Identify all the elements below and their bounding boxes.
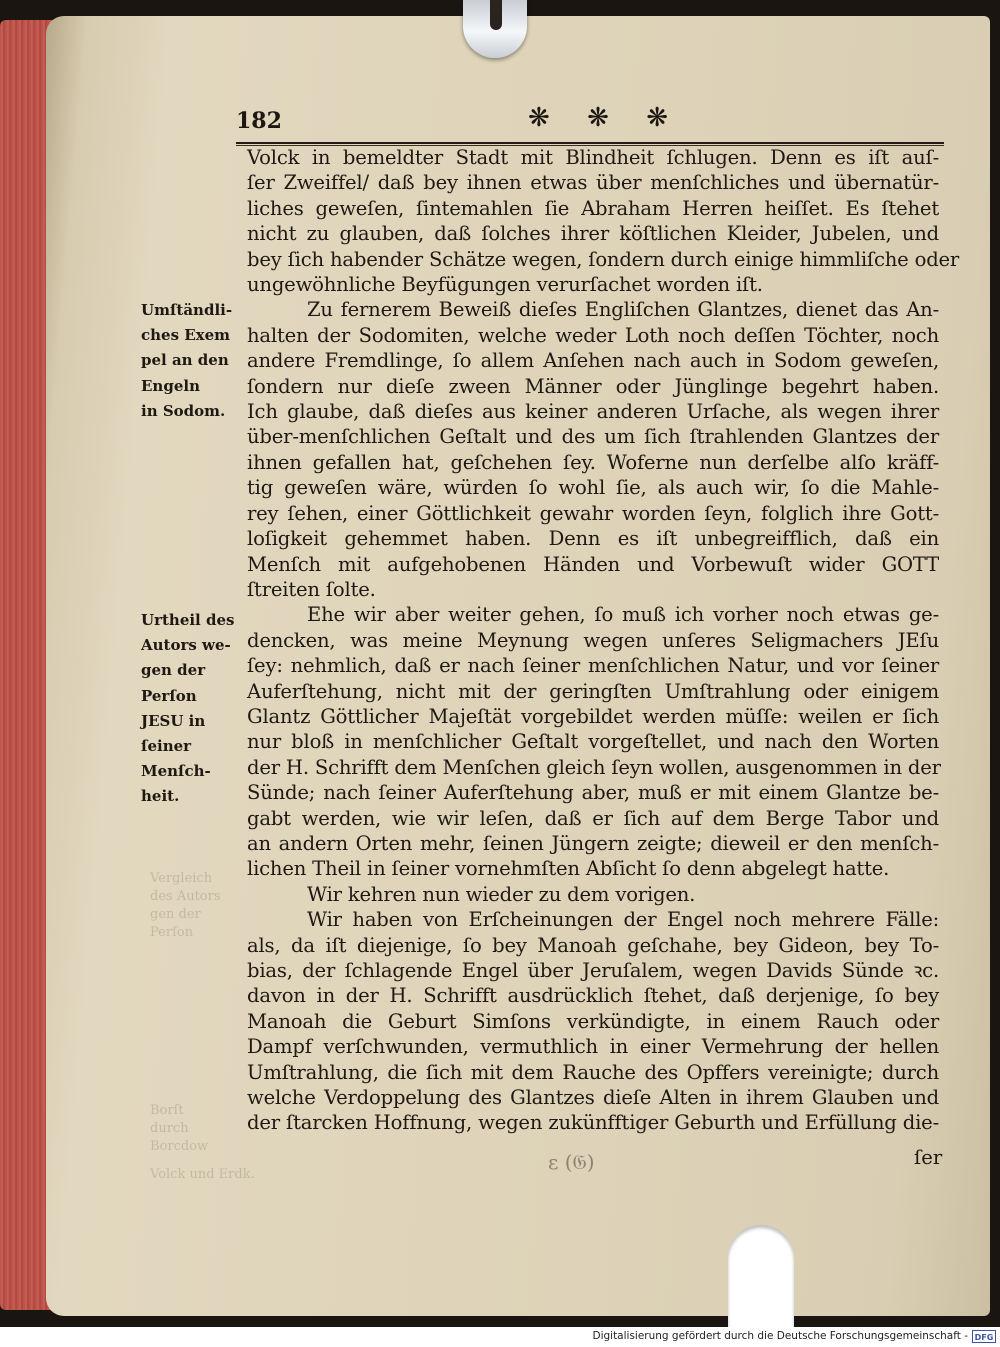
text-line: Volck in bemeldter Stadt mit Blindheit ſchlugen. Denn es iſt auſ-: [247, 146, 939, 169]
text-line: davon in der H. Schrifft ausdrücklich ſtehet, daß derjenige, ſo bey: [247, 984, 939, 1008]
marginal-line: in Sodom.: [141, 401, 226, 420]
text-line: ungewöhnliche Beyfügungen verurſachet worden iſt.: [247, 273, 763, 297]
footer-credit: Digitalisierung gefördert durch die Deutsche Forschungsgemeinschaft -: [592, 1330, 968, 1342]
text-line: andere Fremdlinge, ſo allem Anſehen nach auch in Sodom geweſen,: [247, 349, 939, 373]
ghost-line: des Autors: [150, 889, 221, 904]
marginal-line: Umſtändli-: [141, 301, 233, 319]
text-line: Wir kehren nun wieder zu dem vorigen.: [307, 882, 696, 906]
text-line: welche Verdoppelung des Glantzes dieſe Alten in ihrem Glauben und: [247, 1086, 939, 1110]
text-line: ſer Zweiffel/ daß bey ihnen etwas über menſchliches und übernatür-: [247, 171, 939, 195]
text-line: als, da iſt diejenige, ſo bey Manoah geſchahe, bey Gideon, bey To-: [247, 933, 939, 957]
marginal-line: pel an den: [141, 351, 229, 370]
ghost-line: gen der: [150, 907, 201, 922]
marginal-line: Autors we-: [141, 636, 231, 655]
ornament-icon: ❋: [587, 103, 609, 133]
text-line: ſondern nur dieſe zween Männer oder Jünglinge begehrt haben.: [247, 374, 939, 398]
marginal-line: gen der: [141, 661, 206, 680]
ghost-line: Perſon: [150, 925, 194, 940]
text-line: über-menſchlichen Geſtalt und des um ſich ſtrahlenden Glantzes der: [247, 425, 939, 449]
marginal-line: ſeiner: [141, 737, 192, 756]
text-line: Auferſtehung, nicht mit der geringſten Umſtrahlung oder einigem: [247, 679, 939, 703]
marginal-line: heit.: [141, 787, 180, 806]
text-line: tig geweſen wäre, würden ſo wohl ſie, als auch wir, ſo die Mahle-: [247, 476, 939, 500]
ghost-line: Vergleich: [150, 871, 213, 886]
ghost-line: Volck und Erdk.: [150, 1167, 255, 1182]
text-line: gabt werden, wie wir leſen, daß er ſich auf dem Berge Tabor und: [247, 806, 939, 830]
text-line: ſtreiten ſolte.: [247, 577, 376, 601]
ornament-icon: ❋: [646, 103, 668, 133]
text-line: Ich glaube, daß dieſes aus keiner anderen Urſache, als wegen ihrer: [247, 400, 939, 424]
text-line: halten der Sodomiten, welche weder Loth noch deſſen Töchter, noch: [247, 323, 939, 347]
text-line: Sünde; nach ſeiner Auferſtehung aber, muß er mit einem Glantze be-: [247, 781, 939, 805]
header-rule: [236, 142, 944, 144]
text-line: an andern Orten mehr, ſeinen Jüngern zeigte; dieweil er den menſch-: [247, 831, 939, 855]
marginal-line: Urtheil des: [141, 611, 235, 629]
text-line: ſey: nehmlich, daß er nach ſeiner menſchlichen Natur, und vor ſeiner: [247, 654, 939, 678]
text-line: Umſtrahlung, die ſich mit dem Rauche des Opffers vereinigte; durch: [247, 1060, 939, 1084]
text-line: Menſch mit aufgehobenen Händen und Vorbewuſt wider GOTT: [247, 552, 939, 576]
ghost-line: durch: [150, 1121, 189, 1136]
header-ornaments: [528, 103, 668, 133]
signature-mark: ε (𝔊): [548, 1150, 595, 1174]
text-line: dencken, was meine Meynung wegen unſeres Seligmachers JEſu: [247, 628, 939, 652]
text-line: lichen Theil in ſeiner vornehmſten Abſicht ſo denn abgelegt hatte.: [247, 857, 890, 881]
text-line: der H. Schrifft dem Menſchen gleich ſeyn wollen, ausgenommen in der: [247, 755, 941, 779]
footer-bar: [0, 1327, 1000, 1347]
text-line: der ſtarcken Hoffnung, wegen zukünfftiger Geburth und Erfüllung die-: [247, 1111, 939, 1135]
text-line: Glantz Göttlicher Majeſtät vorgebildet werden müſſe: weilen er ſich: [247, 704, 939, 728]
text-line: rey ſehen, einer Göttlichkeit gewahr worden ſeyn, folglich ihre Gott-: [247, 501, 939, 525]
text-line: bias, der ſchlagende Engel über Jeruſalem, wegen Davids Sünde ꝛc.: [247, 959, 939, 982]
text-line: bey ſich habender Schätze wegen, ſondern durch einige himmliſche oder: [247, 247, 960, 271]
text-line: Ehe wir aber weiter gehen, ſo muß ich vorher noch etwas ge-: [307, 603, 939, 627]
text-line: Dampf verſchwunden, vermuthlich in einer Vermehrung der hellen: [247, 1035, 939, 1059]
text-line: liches geweſen, ſintemahlen ſie Abraham Herren heiſſet. Es ſtehet: [247, 196, 939, 220]
page-clip-slot: [490, 0, 502, 30]
text-line: nur bloß in menſchlicher Geſtalt vorgeſtellet, und nach den Worten: [247, 730, 939, 754]
text-line: loſigkeit gehemmet haben. Denn es iſt unbegreifflich, daß ein: [247, 527, 939, 551]
page-notch: [728, 1225, 794, 1327]
marginal-line: ches Exem: [141, 326, 231, 345]
text-line: Manoah die Geburt Simſons verkündigte, in einem Rauch oder: [247, 1009, 939, 1033]
ghost-line: Borſt: [150, 1103, 184, 1118]
body-text: [247, 145, 960, 1136]
text-line: ihnen gefallen hat, geſchehen ſey. Woferne nun derſelbe alſo kräff-: [247, 450, 939, 474]
marginal-line: Menſch-: [141, 762, 211, 781]
page-number: 182: [236, 108, 282, 134]
marginal-line: JESU in: [141, 711, 206, 730]
ornament-icon: ❋: [528, 103, 550, 133]
text-line: nicht zu glauben, daß ſolches ihrer köſtlichen Kleider, Jubelen, und: [247, 222, 939, 246]
text-line: Zu fernerem Beweiß dieſes Engliſchen Glantzes, dienet das An-: [307, 298, 939, 322]
marginal-line: Engeln: [141, 376, 200, 395]
ghost-line: Borcdow: [150, 1139, 209, 1154]
marginal-note-jesus: [141, 608, 241, 810]
catchword: ſer: [914, 1146, 943, 1169]
dfg-logo: DFG: [972, 1330, 996, 1343]
bleed-through-text: [150, 870, 255, 1184]
marginal-note-sodom: [141, 298, 241, 424]
text-line: Wir haben von Erſcheinungen der Engel noch mehrere Fälle:: [307, 908, 939, 932]
marginal-line: Perſon: [141, 686, 197, 705]
